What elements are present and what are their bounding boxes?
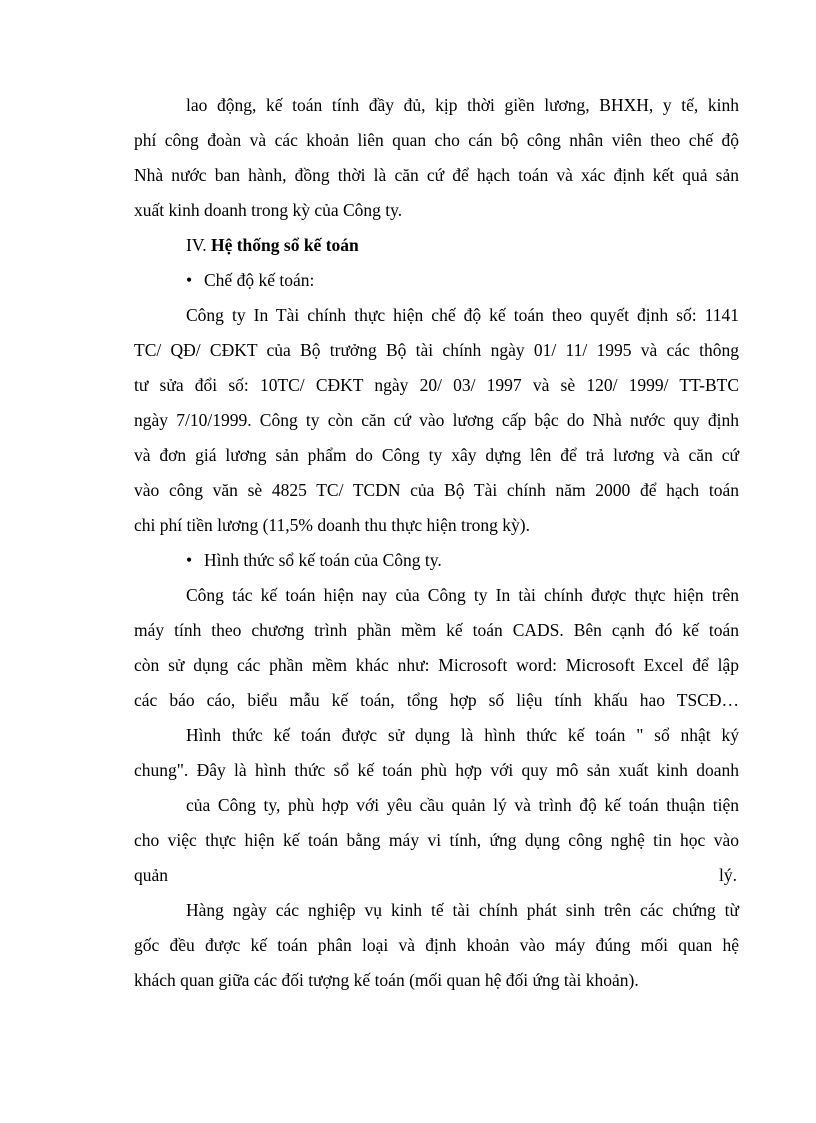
bullet-item xyxy=(186,548,442,572)
paragraph-line: vào công văn sè 4825 TC/ TCDN của Bộ Tài chính năm 2000 để hạch toán xyxy=(134,480,739,500)
bullet-icon: • xyxy=(186,270,193,290)
paragraph-line: chung". Đây là hình thức sổ kế toán phù hợp với quy mô sản xuất kinh doanh xyxy=(134,760,739,780)
paragraph-line: của Công ty, phù hợp với yêu cầu quản lý và trình độ kế toán thuận tiện xyxy=(186,795,739,815)
paragraph-line: các báo cáo, biểu mẫu kế toán, tổng hợp số liệu tính khấu hao TSCĐ… xyxy=(134,690,739,710)
paragraph-line: Hình thức kế toán được sử dụng là hình thức kế toán " sổ nhật ký xyxy=(186,725,739,745)
bullet-text: Hình thức sổ kế toán của Công ty. xyxy=(204,550,442,570)
paragraph-line: ngày 7/10/1999. Công ty còn căn cứ vào lương cấp bậc do Nhà nước quy định xyxy=(134,410,739,430)
paragraph-line: cho việc thực hiện kế toán bằng máy vi tính, ứng dụng công nghệ tin học vào xyxy=(134,830,739,850)
paragraph-line: còn sử dụng các phần mềm khác như: Microsoft word: Microsoft Excel để lập xyxy=(134,655,739,675)
bullet-item xyxy=(186,268,314,292)
paragraph-line: máy tính theo chương trình phần mềm kế toán CADS. Bên cạnh đó kế toán xyxy=(134,620,739,640)
paragraph-line: tư sửa đổi số: 10TC/ CĐKT ngày 20/ 03/ 1997 và sè 120/ 1999/ TT-BTC xyxy=(134,375,739,395)
paragraph-line: quản xyxy=(134,865,169,885)
bullet-text: Chế độ kế toán: xyxy=(204,270,315,290)
paragraph-line: và đơn giá lương sản phẩm do Công ty xây dựng lên để trả lương và căn cứ xyxy=(134,445,739,465)
section-heading xyxy=(186,233,359,257)
paragraph-line: TC/ QĐ/ CĐKT của Bộ trưởng Bộ tài chính ngày 01/ 11/ 1995 và các thông xyxy=(134,340,739,360)
paragraph-line: xuất kinh doanh trong kỳ của Công ty. xyxy=(134,200,403,220)
heading-title: Hệ thống sổ kế toán xyxy=(210,235,359,255)
bullet-icon: • xyxy=(186,550,193,570)
paragraph-line: chi phí tiền lương (11,5% doanh thu thực hiện trong kỳ). xyxy=(134,515,530,535)
paragraph-line: phí công đoàn và các khoản liên quan cho cán bộ công nhân viên theo chế độ xyxy=(134,130,739,150)
paragraph-line: khách quan giữa các đối tượng kế toán (mối quan hệ đối ứng tài khoản). xyxy=(134,970,639,990)
paragraph-line: Nhà nước ban hành, đồng thời là căn cứ để hạch toán và xác định kết quả sản xyxy=(134,165,739,185)
paragraph-line: gốc đều được kế toán phân loại và định khoản vào máy đúng mối quan hệ xyxy=(134,935,739,955)
paragraph-line: Công ty In Tài chính thực hiện chế độ kế toán theo quyết định số: 1141 xyxy=(186,305,739,325)
paragraph-line: lao động, kế toán tính đầy đủ, kịp thời giền lương, BHXH, y tế, kinh xyxy=(186,95,739,115)
paragraph-line: Hàng ngày các nghiệp vụ kinh tế tài chính phát sinh trên các chứng từ xyxy=(186,900,739,920)
heading-number: IV. xyxy=(186,235,207,255)
paragraph-line: Công tác kế toán hiện nay của Công ty In tài chính được thực hiện trên xyxy=(186,585,739,605)
paragraph-line: lý. xyxy=(719,865,737,885)
